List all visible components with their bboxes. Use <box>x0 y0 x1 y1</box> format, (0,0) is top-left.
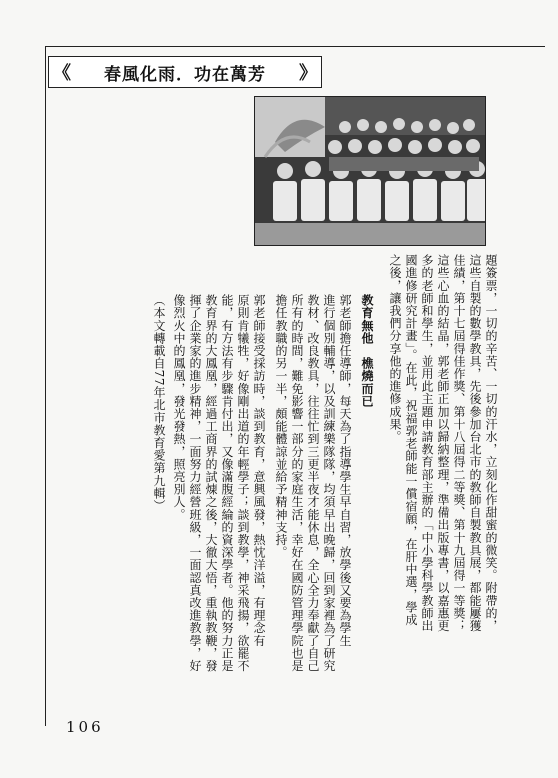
class-photo <box>254 96 486 246</box>
frame-top-rule <box>45 46 545 47</box>
section-heading: 教育無他 樵燒而已 <box>360 294 374 408</box>
text-column: 國進修研究計畫」。在此，祝福郭老師能一償宿願，在肝中選，學成 <box>404 254 418 626</box>
article-text-lower <box>54 294 374 672</box>
title-banner <box>48 56 322 88</box>
text-column: 教育界的大鳳凰，經過工商界的試煉之後，大徹大悟，重執教鞭，發 <box>204 294 218 672</box>
text-column: 郭老師擔任導師，每天為了指導學生早自習，放學後又要為學生 <box>338 294 352 647</box>
banner-ornament-right: 》 <box>299 63 317 84</box>
text-column: 題簽票，一切的辛苦、一切的汗水，立刻化作甜蜜的微笑。附帶的， <box>484 254 498 632</box>
text-column: 這些心血的結晶，郭老師正加以歸納整理，準備出版專書，以嘉惠更 <box>436 254 450 632</box>
text-column: 之後，讓我們分享他的進修成果。 <box>388 254 402 443</box>
text-column: 教材、改良教具，往往忙到三更半夜才能休息，全心全力奉獻了自己 <box>306 294 320 672</box>
text-column: 揮了企業家的進步精神，一面努力經營班級，一面認真改進教學，好 <box>188 294 202 672</box>
page-number: 106 <box>66 718 104 736</box>
source-note: （本文轉載自77年北市教育愛第九輯） <box>152 294 166 513</box>
text-column: 郭老師接受採訪時，談到教育，意興風發，熱忱洋溢，有理念有 <box>252 294 266 647</box>
text-column: 這些自製的數學教具，先後參加台北市的教師自製教具展，都能屢獲 <box>468 254 482 632</box>
text-column: 多的老師和學生，並用此主題申請教育部主辦的「中小學科學教師出 <box>420 254 434 632</box>
text-column: 原則肯犧牲，好像剛出道的年輕學子；談到教學，神采飛揚，欲罷不 <box>236 294 250 672</box>
text-column: 所有的時間，難免影響一部分的家庭生活，幸好在國防管理學院也是 <box>290 294 304 672</box>
banner-ornament-left: 《 <box>53 63 71 84</box>
text-column: 像烈火中的鳳凰，發光發熱，照亮別人。 <box>172 294 186 521</box>
photo-illustration <box>255 97 485 245</box>
article-title: 春風化雨．功在萬芳 <box>104 64 266 85</box>
text-column: 進行個別輔導，以及訓練樂隊隊，均須早出晚歸，回到家裡為了研究 <box>322 294 336 672</box>
text-column: 擔任教職的另一半，頗能體諒並給予精神支持。 <box>274 294 288 559</box>
text-column: 佳績，第十七屆得佳作獎、第十八屆得二等獎、第十九屆得一等獎； <box>452 254 466 632</box>
text-column: 能，有方法有步驟肯付出，又像滿腹經綸的資深學者。他的努力正是 <box>220 294 234 672</box>
